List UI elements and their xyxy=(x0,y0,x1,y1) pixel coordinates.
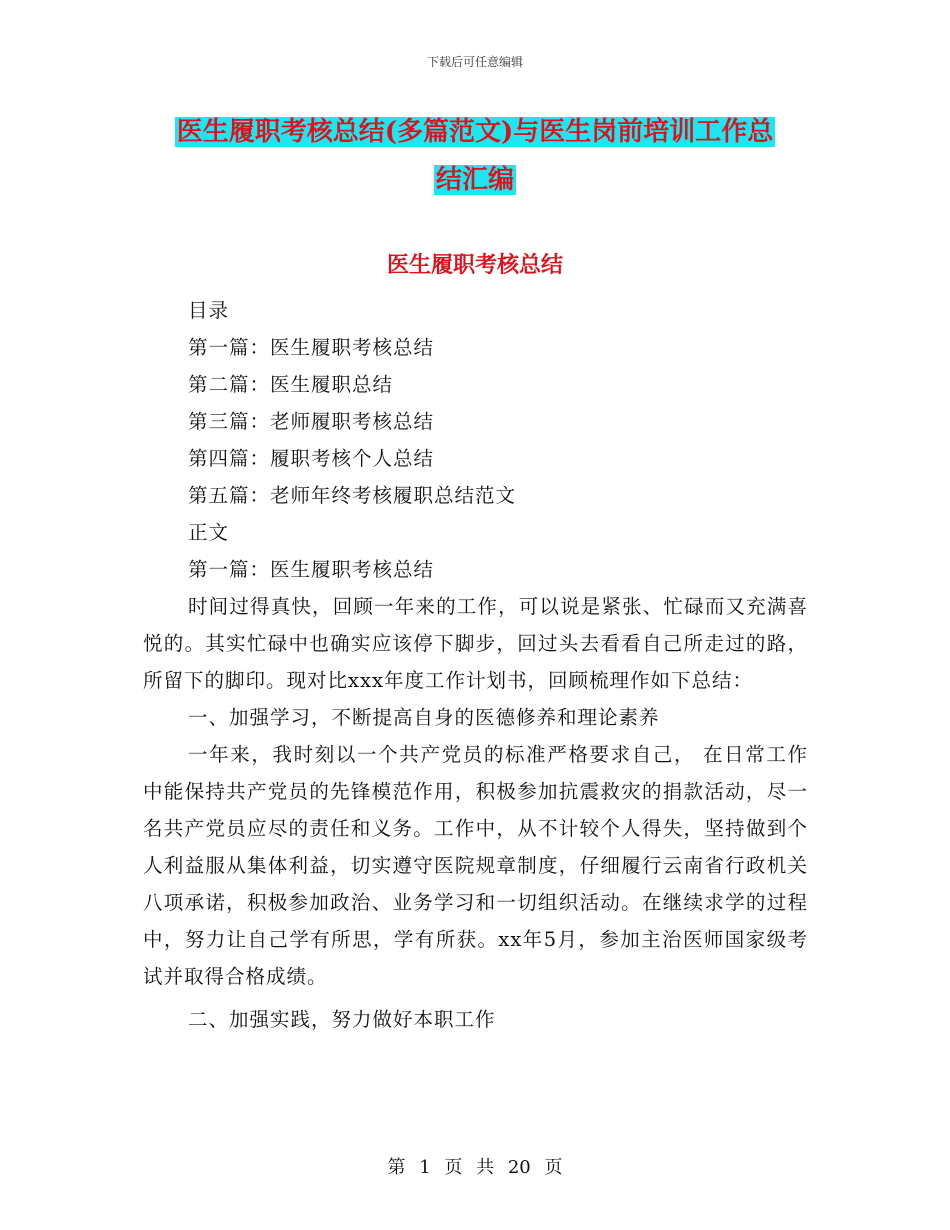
document-title-line-1: 医生履职考核总结(多篇范文)与医生岗前培训工作总 xyxy=(176,117,774,147)
document-title xyxy=(0,108,950,204)
page-number: 第 1 页 共 20 页 xyxy=(387,1157,563,1178)
document-title-line-2: 结汇编 xyxy=(435,165,514,195)
article-heading: 第一篇：医生履职考核总结 xyxy=(188,558,435,581)
paragraph-1: 时间过得真快，回顾一年来的工作，可以说是紧张、忙碌而又充满喜悦的。其实忙碌中也确实应该停下脚步，回过头去看看自己所走过的路，所留下的脚印。现对比xxx年度工作计划书，回顾梳理作如下总结： xyxy=(143,595,808,692)
toc-item-4: 第四篇：履职考核个人总结 xyxy=(188,447,435,470)
section-title: 医生履职考核总结 xyxy=(386,252,563,278)
toc-heading: 目录 xyxy=(188,299,230,322)
subheading-2: 二、加强实践，努力做好本职工作 xyxy=(188,1008,496,1031)
document-body xyxy=(143,292,808,1038)
body-heading: 正文 xyxy=(188,521,230,544)
toc-item-2: 第二篇：医生履职总结 xyxy=(188,373,394,396)
toc-item-3: 第三篇：老师履职考核总结 xyxy=(188,410,435,433)
header-note: 下载后可任意编辑 xyxy=(426,55,523,69)
paragraph-2: 一年来，我时刻以一个共产党员的标准严格要求自己， 在日常工作中能保持共产党员的先锋模范作用，积极参加抗震救灾的捐款活动，尽一名共产党员应尽的责任和义务。工作中，从不计较个人得失，坚持做到个人利益服从集体利益，切实遵守医院规章制度，仔细履行云南省行政机关八项承诺，积极参加政治、业务学习和一切组织活动。在继续求学的过程中，努力让自己学有所思，学有所获。xx年5月，参加主治医师国家级考试并取得合格成绩。 xyxy=(143,743,808,988)
toc-item-5: 第五篇：老师年终考核履职总结范文 xyxy=(188,484,517,507)
toc-item-1: 第一篇：医生履职考核总结 xyxy=(188,336,435,359)
subheading-1: 一、加强学习，不断提高自身的医德修养和理论素养 xyxy=(188,706,660,729)
